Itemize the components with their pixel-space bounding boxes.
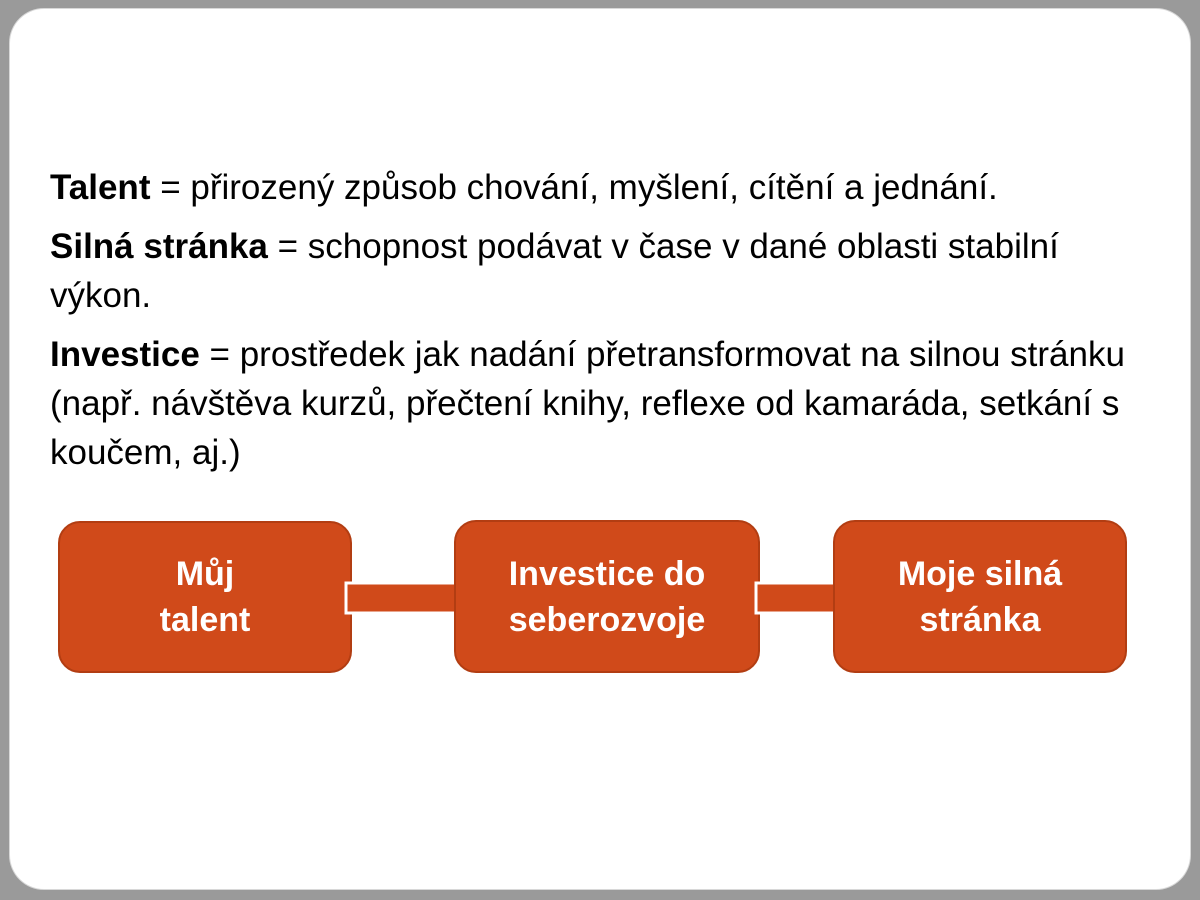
flow-step-talent-line1: Můj [175,555,235,593]
flow-step-investice-line1: Investice do [508,554,706,593]
flow-step-investice [454,520,760,673]
flow-step-talent [58,521,352,673]
definition-talent-text: = přirozený způsob chování, myšlení, cítění a jednání. [150,168,998,207]
flow-step-silna-stranka [833,520,1127,673]
flow-step-investice-line2: seberozvoje [508,600,706,639]
flow-step-talent-line2: talent [159,601,251,639]
term-talent: Talent [50,168,151,207]
flow-step-silna-stranka-line2: stránka [919,600,1041,639]
definition-talent [50,163,1160,212]
definition-silna-stranka-text: = schopnost podávat v čase v dané oblasti stabilní výkon. [50,227,1059,315]
definitions [50,163,1160,487]
term-investice: Investice [50,335,200,374]
slide [10,9,1190,889]
definition-silna-stranka [50,222,1160,320]
definition-investice [50,330,1160,477]
definition-investice-text: = prostředek jak nadání přetransformovat na silnou stránku (např. návštěva kurzů, přečtení knihy, reflexe od kamaráda, setkání s koučem, aj.) [50,335,1125,472]
term-silna-stranka: Silná stránka [50,227,268,266]
flow-step-silna-stranka-line1: Moje silná [897,554,1063,593]
